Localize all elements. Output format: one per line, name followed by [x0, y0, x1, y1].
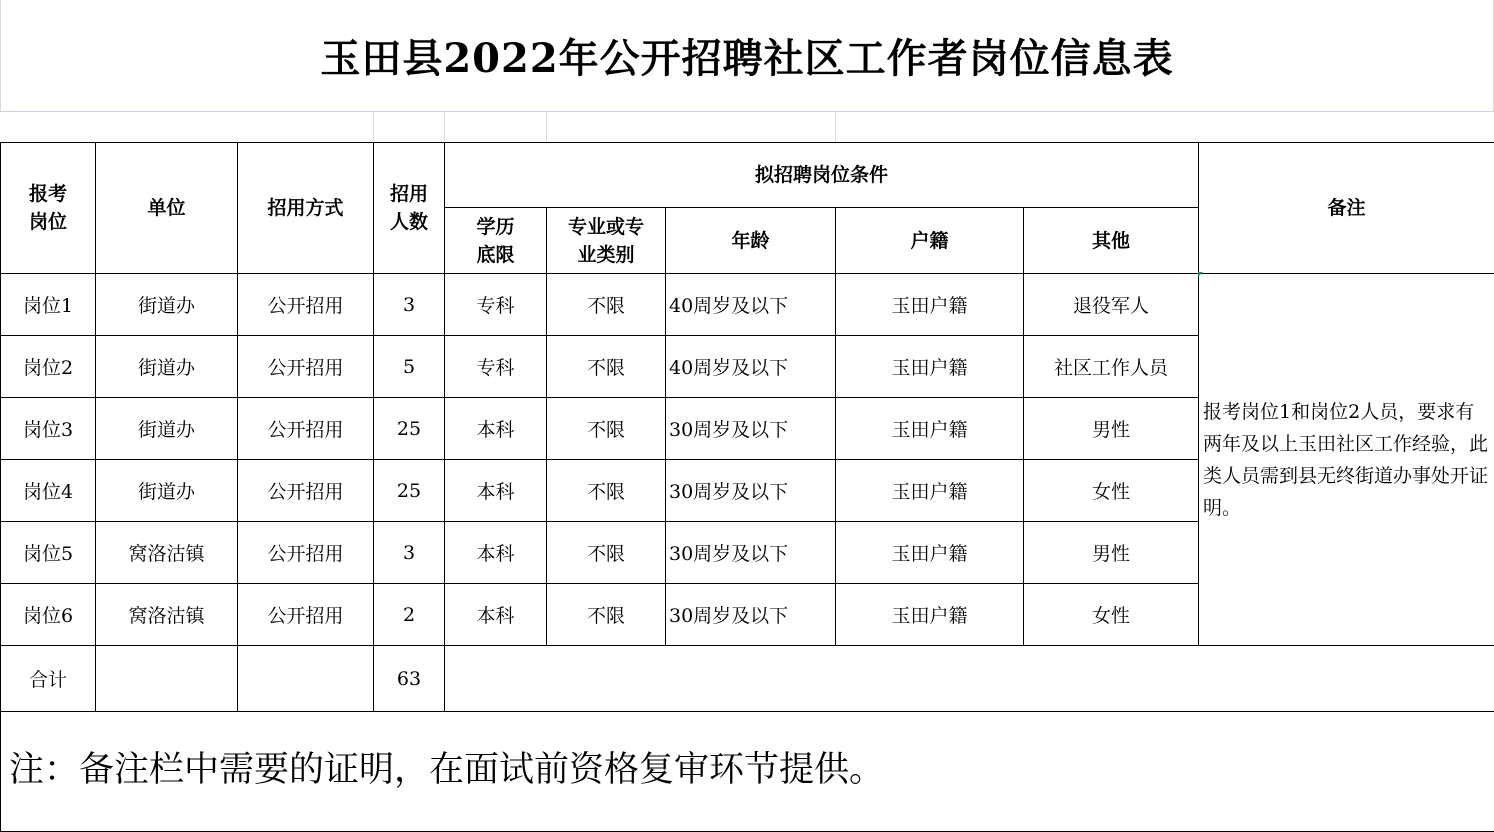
- cell-method: 公开招用: [238, 398, 374, 460]
- gridline: [835, 112, 836, 143]
- cell-unit: 窝洛沽镇: [96, 584, 238, 646]
- cell-method: 公开招用: [238, 460, 374, 522]
- cell-age: 30周岁及以下: [666, 460, 836, 522]
- cell-position: 岗位2: [1, 336, 96, 398]
- header-conditions: 拟招聘岗位条件: [445, 143, 1199, 208]
- cell-other: 女性: [1024, 460, 1199, 522]
- cell-hukou: 玉田户籍: [836, 398, 1024, 460]
- cell-education: 本科: [445, 460, 547, 522]
- cell-count: 3: [374, 522, 445, 584]
- cell-position: 岗位1: [1, 274, 96, 336]
- cell-other: 男性: [1024, 522, 1199, 584]
- cell-corner-marker: [1198, 272, 1203, 277]
- cell-method: 公开招用: [238, 522, 374, 584]
- cell-count: 25: [374, 460, 445, 522]
- header-hukou: 户籍: [836, 208, 1024, 274]
- cell-other: 女性: [1024, 584, 1199, 646]
- total-empty-span: [445, 646, 1494, 712]
- cell-method: 公开招用: [238, 336, 374, 398]
- header-remarks: 备注: [1199, 143, 1494, 274]
- cell-other: 社区工作人员: [1024, 336, 1199, 398]
- header-method: 招用方式: [238, 143, 374, 274]
- cell-age: 30周岁及以下: [666, 584, 836, 646]
- cell-unit: 街道办: [96, 398, 238, 460]
- header-major: 专业或专业类别: [547, 208, 666, 274]
- gridline: [373, 112, 374, 143]
- cell-age: 30周岁及以下: [666, 398, 836, 460]
- cell-count: 2: [374, 584, 445, 646]
- cell-education: 专科: [445, 274, 547, 336]
- total-row: [1, 646, 1494, 712]
- cell-major: 不限: [547, 398, 666, 460]
- header-position: 报考岗位: [1, 143, 96, 274]
- cell-education: 本科: [445, 522, 547, 584]
- cell-unit: 街道办: [96, 460, 238, 522]
- cell-major: 不限: [547, 336, 666, 398]
- total-empty-cell: [96, 646, 238, 712]
- cell-other: 退役军人: [1024, 274, 1199, 336]
- header-education: 学历底限: [445, 208, 547, 274]
- header-count: 招用人数: [374, 143, 445, 274]
- cell-major: 不限: [547, 460, 666, 522]
- cell-major: 不限: [547, 274, 666, 336]
- cell-unit: 街道办: [96, 336, 238, 398]
- cell-education: 本科: [445, 398, 547, 460]
- cell-position: 岗位5: [1, 522, 96, 584]
- total-label: 合计: [1, 646, 96, 712]
- cell-hukou: 玉田户籍: [836, 336, 1024, 398]
- remarks-note: 报考岗位1和岗位2人员，要求有两年及以上玉田社区工作经验，此类人员需到县无终街道办事处开证明。: [1199, 274, 1494, 646]
- blank-spacer-row: [0, 111, 1494, 143]
- cell-age: 30周岁及以下: [666, 522, 836, 584]
- header-unit: 单位: [96, 143, 238, 274]
- page-title: 玉田县2022年公开招聘社区工作者岗位信息表: [0, 0, 1494, 111]
- cell-method: 公开招用: [238, 584, 374, 646]
- cell-hukou: 玉田户籍: [836, 584, 1024, 646]
- cell-position: 岗位6: [1, 584, 96, 646]
- cell-count: 3: [374, 274, 445, 336]
- cell-unit: 街道办: [96, 274, 238, 336]
- cell-hukou: 玉田户籍: [836, 460, 1024, 522]
- cell-method: 公开招用: [238, 274, 374, 336]
- cell-age: 40周岁及以下: [666, 274, 836, 336]
- cell-count: 5: [374, 336, 445, 398]
- cell-hukou: 玉田户籍: [836, 274, 1024, 336]
- header-age: 年龄: [666, 208, 836, 274]
- gridline: [444, 112, 445, 143]
- table-row: [1, 274, 1494, 336]
- cell-count: 25: [374, 398, 445, 460]
- positions-table: [0, 142, 1494, 712]
- cell-education: 专科: [445, 336, 547, 398]
- footnote: 注：备注栏中需要的证明，在面试前资格复审环节提供。: [0, 712, 1494, 832]
- header-other: 其他: [1024, 208, 1199, 274]
- cell-position: 岗位3: [1, 398, 96, 460]
- total-count: 63: [374, 646, 445, 712]
- cell-other: 男性: [1024, 398, 1199, 460]
- cell-unit: 窝洛沽镇: [96, 522, 238, 584]
- cell-education: 本科: [445, 584, 547, 646]
- cell-hukou: 玉田户籍: [836, 522, 1024, 584]
- total-empty-cell: [238, 646, 374, 712]
- cell-major: 不限: [547, 522, 666, 584]
- cell-age: 40周岁及以下: [666, 336, 836, 398]
- gridline: [546, 112, 547, 143]
- cell-position: 岗位4: [1, 460, 96, 522]
- cell-major: 不限: [547, 584, 666, 646]
